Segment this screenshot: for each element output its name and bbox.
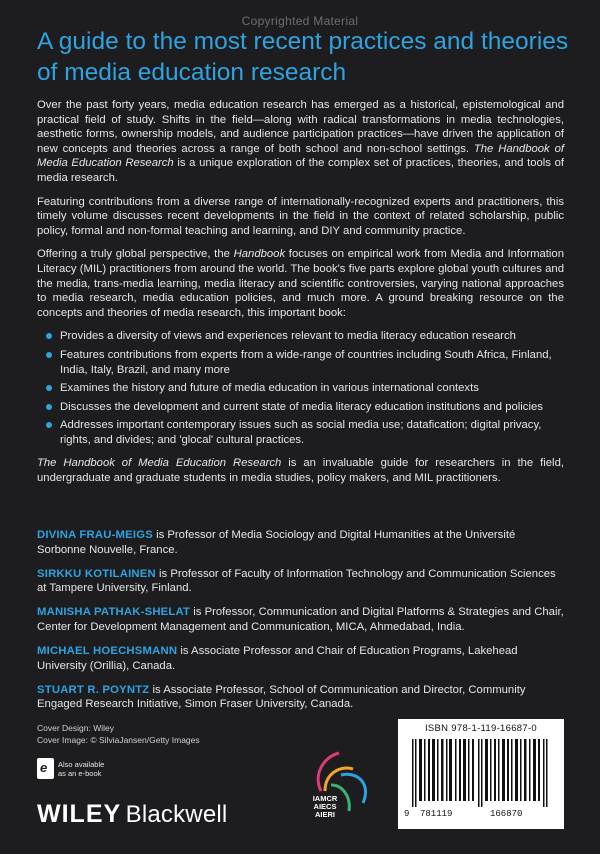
- headline: A guide to the most recent practices and theories of media education research: [37, 28, 569, 86]
- list-item: Provides a diversity of views and experiences relevant to media literacy education research: [37, 329, 564, 344]
- list-item: Discusses the development and current state of media literacy education institutions and policies: [37, 400, 564, 415]
- list-item: Examines the history and future of media education in various international contexts: [37, 381, 564, 396]
- author-name: STUART R. POYNTZ: [37, 683, 150, 696]
- author-name: MANISHA PATHAK-SHELAT: [37, 606, 191, 619]
- cover-image-credit: Cover Image: © SilviaJansen/Getty Images: [37, 735, 200, 745]
- author-name: DIVINA FRAU-MEIGS: [37, 529, 153, 541]
- blackwell-wordmark: Blackwell: [125, 801, 228, 828]
- wiley-wordmark: WILEY: [37, 800, 122, 828]
- list-item: Features contributions from experts from a wide-range of countries including South Africa, Finland, India, Italy, Brazil, and many more: [37, 348, 564, 377]
- bullet-icon: [46, 352, 52, 358]
- cover-credits: [37, 722, 200, 746]
- book-title: The Handbook of Media Education Research: [37, 142, 564, 170]
- author-name: MICHAEL HOECHSMANN: [37, 645, 178, 658]
- paragraph-2: Featuring contributions from a diverse range of internationally-recognized experts and practitioners, this timely volume discusses recent developments in the field in the context of related scholarship, public policy, formal and non-formal teaching and learning, and DIY and community practice.: [37, 195, 564, 237]
- bullet-icon: [46, 422, 52, 428]
- watermark: Copyrighted Material: [241, 14, 359, 28]
- book-title-short: Handbook: [233, 248, 286, 261]
- iamcr-logo: [301, 745, 379, 821]
- list-item: Addresses important contemporary issues such as social media use; datafication; digital privacy, rights, and divides; and 'glocal' cultural practices.: [37, 418, 564, 447]
- feature-list: [37, 329, 564, 447]
- author-bio: SIRKKU KOTILAINEN is Professor of Faculty of Information Technology and Communication Sciences at Tampere University, Finland.: [37, 567, 556, 595]
- ebook-icon: e: [37, 758, 54, 779]
- ebook-badge: [37, 758, 157, 780]
- author-name: SIRKKU KOTILAINEN: [37, 567, 156, 580]
- publisher-logo: [37, 800, 227, 830]
- ebook-text: Also available as an e-book: [58, 760, 105, 778]
- author-bio: MANISHA PATHAK-SHELAT is Professor, Communication and Digital Platforms & Strategies and Chair, Center for Development Management and Communication, MICA, Ahmedabad, India.: [37, 606, 564, 633]
- book-title: The Handbook of Media Education Research: [37, 457, 282, 470]
- isbn-number: ISBN 978-1-119-16687-0: [424, 723, 538, 734]
- author-bio: STUART R. POYNTZ is Associate Professor, School of Communication and Director, Community Engaged Research Initiative, Simon Fraser University, Canada.: [37, 683, 526, 711]
- bullet-icon: [46, 385, 52, 391]
- paragraph-4: The Handbook of Media Education Research is an invaluable guide for researchers in the field, undergraduate and graduate students in media studies, policy makers, and MIL practitioners.: [37, 457, 564, 485]
- bullet-icon: [46, 333, 52, 339]
- barcode-icon: [406, 739, 556, 807]
- author-bio: MICHAEL HOECHSMANN is Associate Professor and Chair of Education Programs, Lakehead University (Orillia), Canada.: [37, 645, 518, 672]
- author-bios: [37, 528, 564, 721]
- cover-design-credit: Cover Design: Wiley: [37, 723, 114, 733]
- bullet-icon: [46, 404, 52, 410]
- description-body: [37, 98, 564, 495]
- author-bio: DIVINA FRAU-MEIGS is Professor of Media Sociology and Digital Humanities at the Université Sorbonne Nouvelle, France.: [37, 529, 516, 556]
- paragraph-3: Offering a truly global perspective, the Handbook focuses on empirical work from Media and Information Literacy (MIL) practitioners from around the world. The book's five parts explore global youth cultures and the media, trans-media learning, media literacy and scientific controversies, varying national approaches to media research, media education policies, and much more. A ground breaking resource on the concepts and theories of media research, this important book:: [37, 248, 564, 319]
- iamcr-text: IAMCR AIECS AIERI: [312, 794, 338, 819]
- barcode-digits: 9 781119 166870: [404, 809, 523, 819]
- paragraph-1: Over the past forty years, media education research has emerged as a historical, epistemological and practical field of study. Shifts in the field—along with radical transformations in media technologies, aesthetic forms, ownership models, and audience participation practices—have driven the application of new concepts and theories across a range of both school and non-school settings. The Handbook of Media Education Research is a unique exploration of the complex set of practices, theories, and tools of media research.: [37, 99, 565, 184]
- barcode-panel: [398, 719, 564, 829]
